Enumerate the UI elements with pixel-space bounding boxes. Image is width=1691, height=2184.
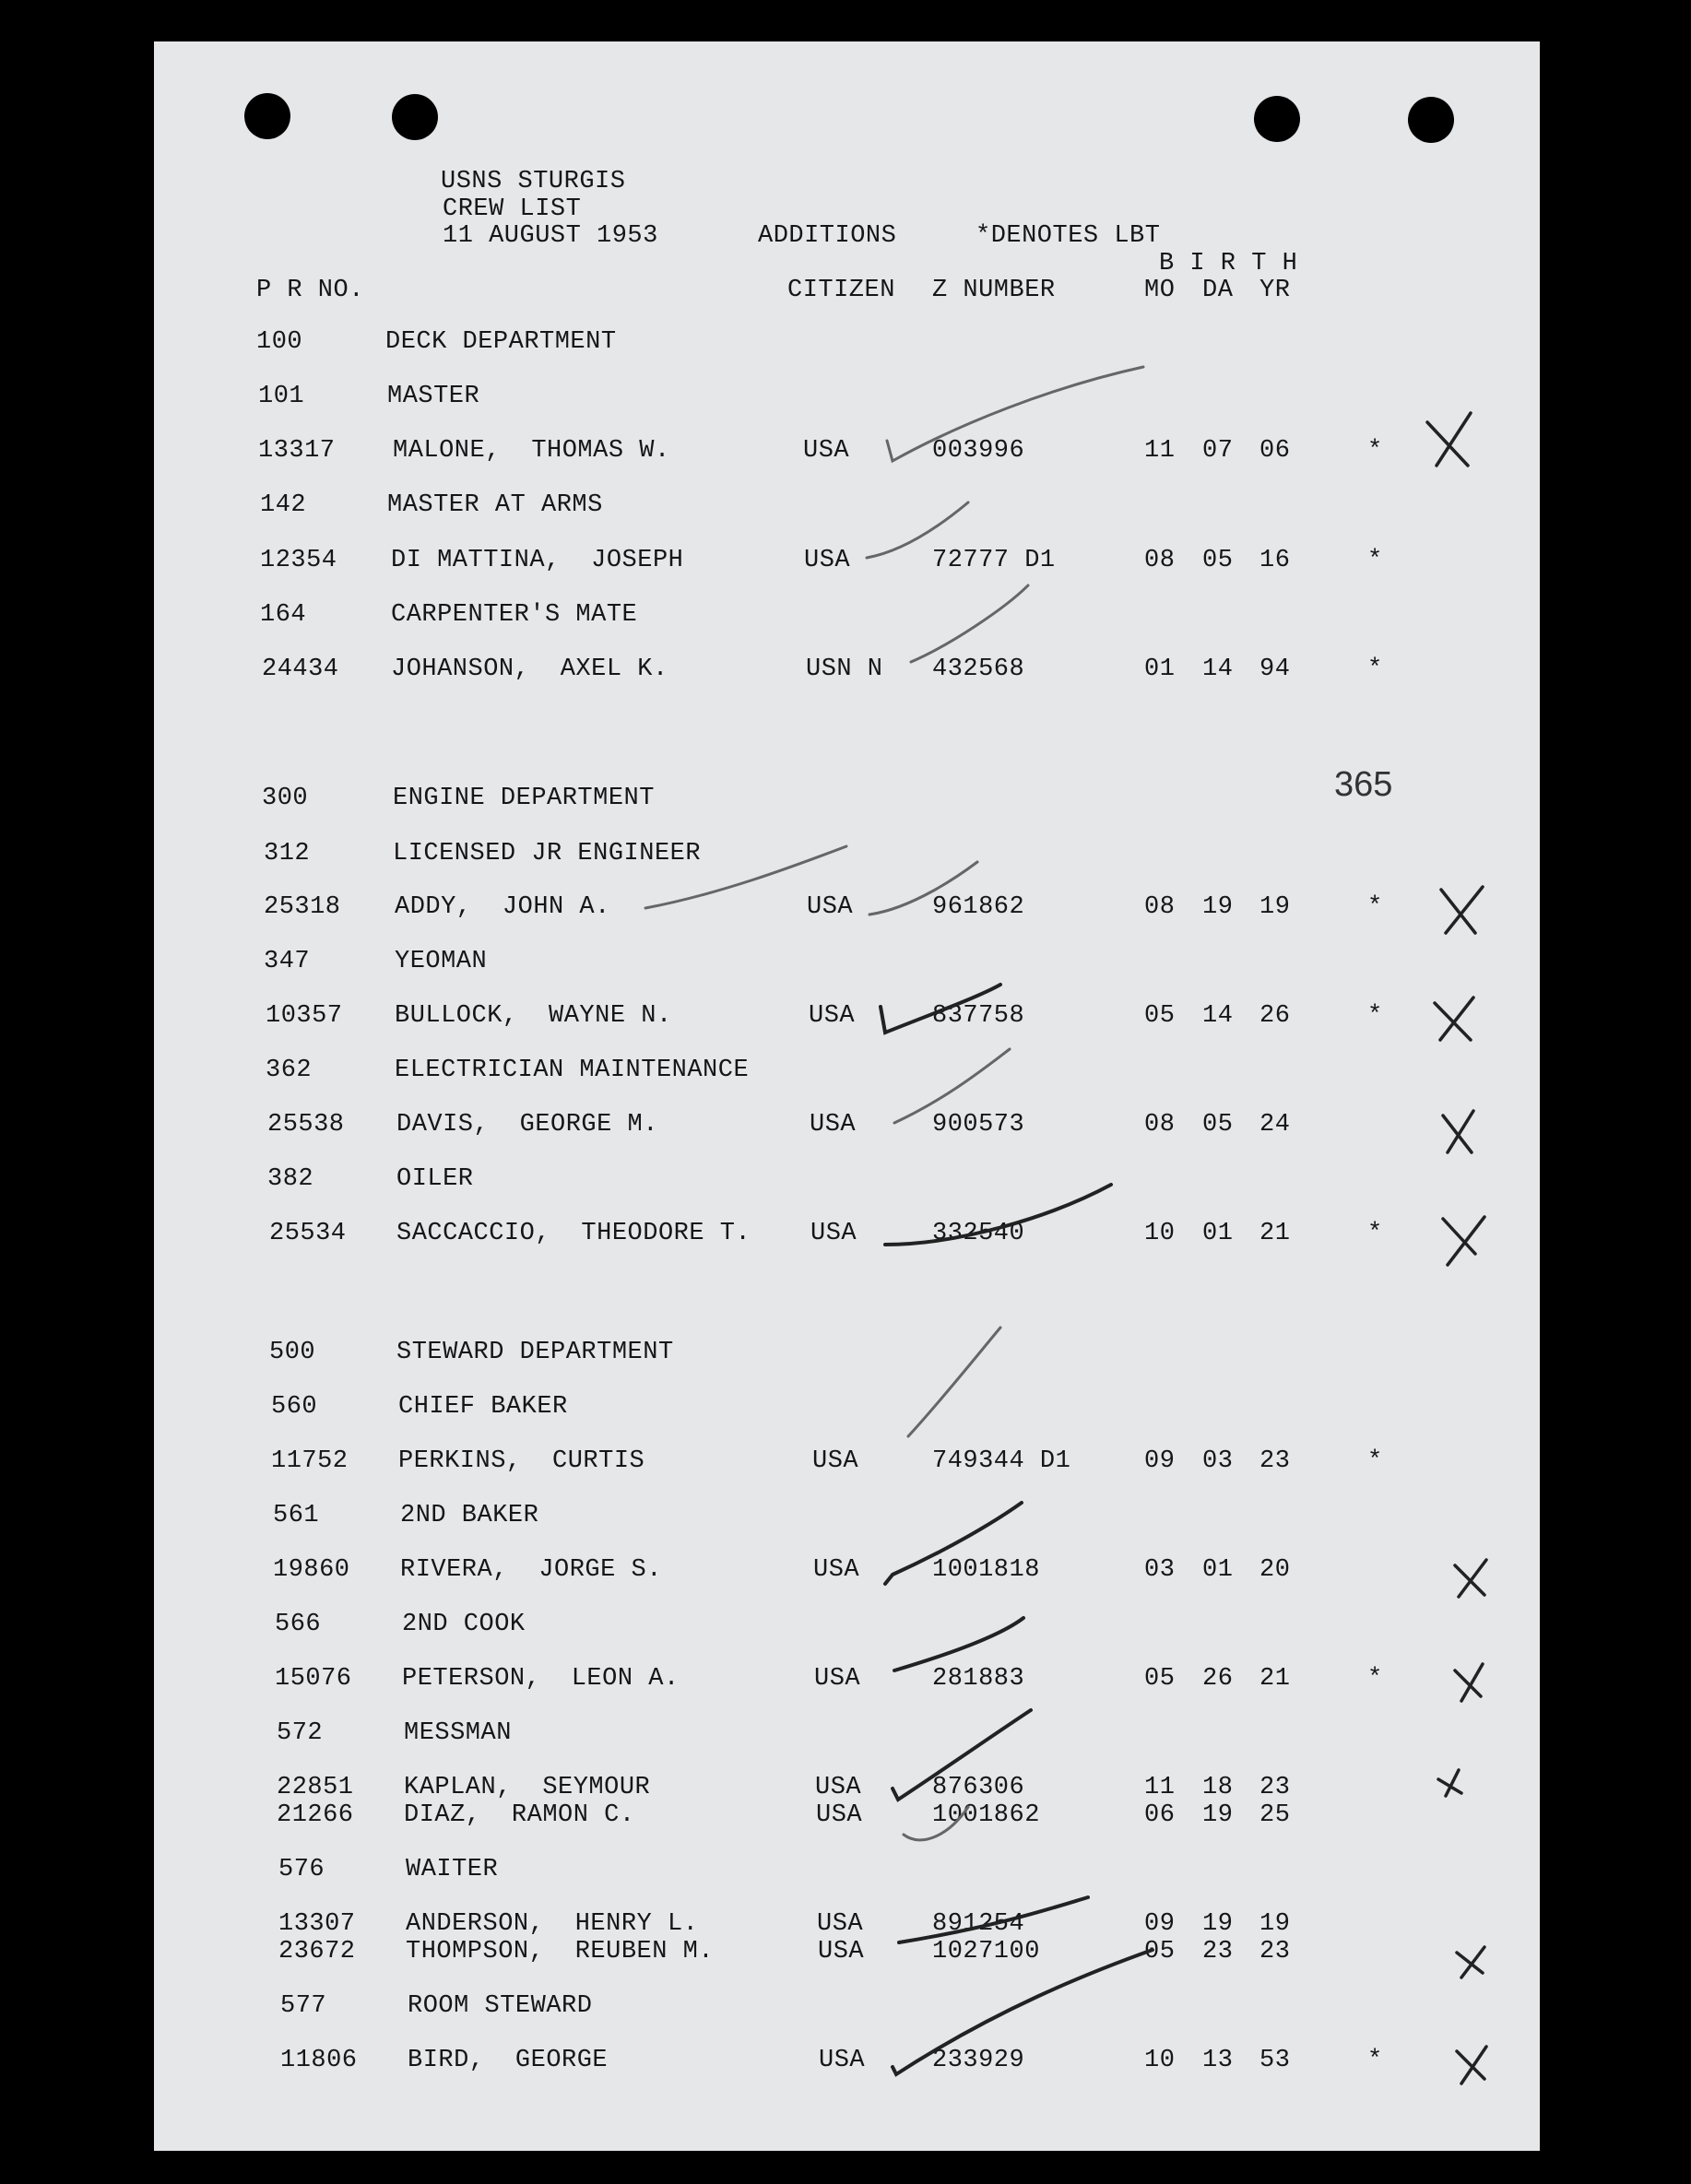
additions-label: ADDITIONS	[758, 222, 897, 250]
birth-month: 05	[1144, 1665, 1176, 1693]
pr-number: 500	[269, 1339, 316, 1366]
crew-name: ADDY, JOHN A.	[395, 893, 610, 921]
citizenship: USA	[813, 1556, 860, 1584]
punch-hole	[1408, 97, 1454, 143]
citizenship: USA	[816, 1801, 863, 1829]
birth-year: 23	[1259, 1774, 1291, 1801]
crew-name: SACCACCIO, THEODORE T.	[396, 1220, 751, 1247]
pr-number: 25318	[264, 893, 341, 921]
birth-month: 09	[1144, 1910, 1176, 1938]
birth-day: 19	[1202, 893, 1234, 921]
pr-number: 164	[260, 601, 307, 629]
z-number: 432568	[932, 655, 1025, 683]
pr-number: 13317	[258, 437, 336, 465]
pr-number: 25534	[269, 1220, 347, 1247]
crew-name: THOMPSON, REUBEN M.	[406, 1938, 715, 1966]
citizenship: USA	[809, 1002, 856, 1030]
citizenship: USA	[815, 1774, 862, 1801]
citizenship: USA	[819, 2047, 866, 2074]
birth-month: 09	[1144, 1447, 1176, 1475]
pr-number: 101	[258, 383, 305, 410]
z-number: 003996	[932, 437, 1025, 465]
lbt-marker: *	[1367, 655, 1383, 683]
section-heading: MESSMAN	[404, 1719, 512, 1747]
crew-name: PERKINS, CURTIS	[398, 1447, 645, 1475]
crew-name: DIAZ, RAMON C.	[404, 1801, 635, 1829]
col-header-pr: P R NO.	[256, 277, 364, 304]
lbt-marker: *	[1367, 437, 1383, 465]
birth-month: 05	[1144, 1938, 1176, 1966]
birth-day: 01	[1202, 1556, 1234, 1584]
citizenship: USA	[810, 1220, 857, 1247]
crew-name: DAVIS, GEORGE M.	[396, 1111, 658, 1139]
lbt-marker: *	[1367, 1002, 1383, 1030]
pr-number: 576	[278, 1856, 325, 1883]
birth-year: 53	[1259, 2047, 1291, 2074]
col-header-month: MO	[1144, 277, 1176, 304]
section-heading: 2ND COOK	[402, 1611, 526, 1638]
birth-year: 20	[1259, 1556, 1291, 1584]
ship-name: USNS STURGIS	[441, 168, 626, 195]
pr-number: 312	[264, 840, 311, 868]
crew-name: ANDERSON, HENRY L.	[406, 1910, 699, 1938]
section-heading: STEWARD DEPARTMENT	[396, 1339, 674, 1366]
list-date: 11 AUGUST 1953	[443, 222, 658, 250]
punch-hole	[1254, 96, 1300, 142]
birth-day: 13	[1202, 2047, 1234, 2074]
punch-hole	[244, 93, 290, 139]
birth-year: 16	[1259, 547, 1291, 574]
z-number: 281883	[932, 1665, 1025, 1693]
lbt-marker: *	[1367, 547, 1383, 574]
citizenship: USA	[812, 1447, 859, 1475]
pr-number: 15076	[275, 1665, 352, 1693]
birth-year: 21	[1259, 1665, 1291, 1693]
citizenship: USA	[817, 1910, 864, 1938]
section-heading: WAITER	[406, 1856, 499, 1883]
z-number: 900573	[932, 1111, 1025, 1139]
birth-year: 19	[1259, 1910, 1291, 1938]
birth-year: 23	[1259, 1447, 1291, 1475]
birth-month: 10	[1144, 1220, 1176, 1247]
birth-day: 19	[1202, 1910, 1234, 1938]
birth-day: 05	[1202, 547, 1234, 574]
birth-year: 94	[1259, 655, 1291, 683]
section-heading: CHIEF BAKER	[398, 1393, 568, 1421]
pr-number: 11806	[280, 2047, 358, 2074]
pr-number: 572	[277, 1719, 324, 1747]
pr-number: 382	[267, 1165, 314, 1193]
crew-name: MALONE, THOMAS W.	[393, 437, 670, 465]
lbt-marker: *	[1367, 1447, 1383, 1475]
pr-number: 100	[256, 328, 303, 356]
pr-number: 19860	[273, 1556, 350, 1584]
birth-year: 24	[1259, 1111, 1291, 1139]
crew-name: BULLOCK, WAYNE N.	[395, 1002, 672, 1030]
citizenship: USA	[807, 893, 854, 921]
pr-number: 362	[266, 1057, 313, 1084]
section-heading: OILER	[396, 1165, 474, 1193]
birth-month: 11	[1144, 437, 1176, 465]
birth-day: 26	[1202, 1665, 1234, 1693]
citizenship: USA	[814, 1665, 861, 1693]
lbt-marker: *	[1367, 2047, 1383, 2074]
section-heading: LICENSED JR ENGINEER	[393, 840, 702, 868]
birth-year: 25	[1259, 1801, 1291, 1829]
lbt-marker: *	[1367, 1665, 1383, 1693]
birth-month: 08	[1144, 893, 1176, 921]
citizenship: USA	[803, 437, 850, 465]
section-heading: CARPENTER'S MATE	[391, 601, 638, 629]
z-number: 961862	[932, 893, 1025, 921]
punch-hole	[392, 94, 438, 140]
birth-day: 05	[1202, 1111, 1234, 1139]
pr-number: 577	[280, 1992, 327, 2020]
birth-year: 06	[1259, 437, 1291, 465]
col-header-znumber: Z NUMBER	[932, 277, 1056, 304]
birth-day: 01	[1202, 1220, 1234, 1247]
crew-name: JOHANSON, AXEL K.	[391, 655, 668, 683]
lbt-marker: *	[1367, 1220, 1383, 1247]
col-header-day: DA	[1202, 277, 1234, 304]
section-heading: 2ND BAKER	[400, 1502, 539, 1529]
z-number: 332540	[932, 1220, 1025, 1247]
z-number: 72777 D1	[932, 547, 1056, 574]
birth-day: 14	[1202, 655, 1234, 683]
citizenship: USN N	[806, 655, 883, 683]
pr-number: 560	[271, 1393, 318, 1421]
pr-number: 10357	[266, 1002, 343, 1030]
pr-number: 24434	[262, 655, 339, 683]
pr-number: 12354	[260, 547, 337, 574]
section-heading: MASTER AT ARMS	[387, 491, 603, 519]
lbt-note: *DENOTES LBT	[976, 222, 1161, 250]
birth-month: 03	[1144, 1556, 1176, 1584]
birth-day: 14	[1202, 1002, 1234, 1030]
section-heading: MASTER	[387, 383, 480, 410]
col-header-year: YR	[1259, 277, 1291, 304]
z-number: 233929	[932, 2047, 1025, 2074]
z-number: 1001862	[932, 1801, 1040, 1829]
birth-year: 26	[1259, 1002, 1291, 1030]
birth-month: 05	[1144, 1002, 1176, 1030]
birth-month: 01	[1144, 655, 1176, 683]
pr-number: 13307	[278, 1910, 356, 1938]
pr-number: 11752	[271, 1447, 349, 1475]
pr-number: 142	[260, 491, 307, 519]
pr-number: 21266	[277, 1801, 354, 1829]
pr-number: 23672	[278, 1938, 356, 1966]
birth-header: B I R T H	[1159, 250, 1298, 277]
birth-year: 23	[1259, 1938, 1291, 1966]
birth-day: 23	[1202, 1938, 1234, 1966]
birth-month: 08	[1144, 1111, 1176, 1139]
lbt-marker: *	[1367, 893, 1383, 921]
z-number: 837758	[932, 1002, 1025, 1030]
crew-name: DI MATTINA, JOSEPH	[391, 547, 684, 574]
citizenship: USA	[804, 547, 851, 574]
birth-month: 10	[1144, 2047, 1176, 2074]
col-header-citizen: CITIZEN	[787, 277, 895, 304]
pr-number: 300	[262, 785, 309, 812]
z-number: 749344 D1	[932, 1447, 1071, 1475]
birth-day: 07	[1202, 437, 1234, 465]
pr-number: 566	[275, 1611, 322, 1638]
pr-number: 25538	[267, 1111, 345, 1139]
crew-name: RIVERA, JORGE S.	[400, 1556, 662, 1584]
z-number: 891254	[932, 1910, 1025, 1938]
birth-month: 06	[1144, 1801, 1176, 1829]
pr-number: 561	[273, 1502, 320, 1529]
birth-year: 19	[1259, 893, 1291, 921]
birth-year: 21	[1259, 1220, 1291, 1247]
birth-month: 11	[1144, 1774, 1176, 1801]
section-heading: ENGINE DEPARTMENT	[393, 785, 655, 812]
section-heading: ELECTRICIAN MAINTENANCE	[395, 1057, 750, 1084]
z-number: 1001818	[932, 1556, 1040, 1584]
citizenship: USA	[818, 1938, 865, 1966]
section-heading: YEOMAN	[395, 948, 488, 975]
birth-day: 03	[1202, 1447, 1234, 1475]
citizenship: USA	[810, 1111, 857, 1139]
section-heading: DECK DEPARTMENT	[385, 328, 617, 356]
z-number: 876306	[932, 1774, 1025, 1801]
section-heading: ROOM STEWARD	[408, 1992, 593, 2020]
crew-name: KAPLAN, SEYMOUR	[404, 1774, 651, 1801]
birth-month: 08	[1144, 547, 1176, 574]
pr-number: 22851	[277, 1774, 354, 1801]
z-number: 1027100	[932, 1938, 1040, 1966]
crew-name: BIRD, GEORGE	[408, 2047, 609, 2074]
birth-day: 18	[1202, 1774, 1234, 1801]
birth-day: 19	[1202, 1801, 1234, 1829]
page-number-stamp: 365	[1334, 765, 1393, 804]
pr-number: 347	[264, 948, 311, 975]
document-page	[154, 41, 1540, 2151]
list-title: CREW LIST	[443, 195, 582, 223]
crew-name: PETERSON, LEON A.	[402, 1665, 680, 1693]
